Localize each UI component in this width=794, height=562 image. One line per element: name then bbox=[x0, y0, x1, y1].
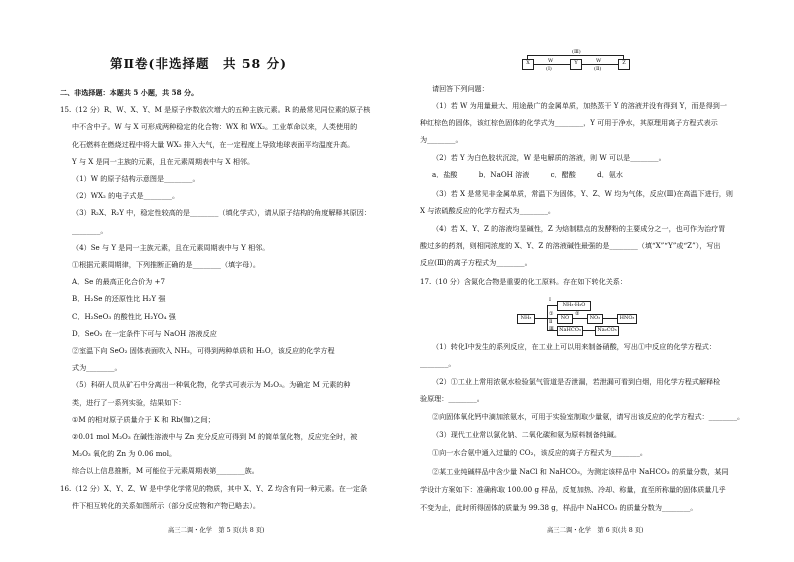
right-line: （2）①工业上常用浓氨水检验氯气管道是否泄漏，若泄漏可看到白烟，用化学方程式解释检 bbox=[432, 377, 721, 386]
right-line: 验原理：________。 bbox=[420, 394, 484, 403]
right-line: （4）若 X、Y、Z 的溶液均显碱性，Z 为焙制糕点的发酵粉的主要成分之一，也可作为治疗胃 bbox=[432, 224, 726, 233]
q17-label-s1: ① bbox=[549, 311, 554, 317]
right-line: 学设计方案如下：准确称取 100.00 g 样品，反复加热、冷却、称量，直至所称量的固体质量几乎 bbox=[420, 485, 726, 494]
left-line: （3）R₂X、R₂Y 中，稳定性较高的是________（填化学式），请从原子结构的角度解释其原因： bbox=[72, 208, 371, 218]
left-line: （5）科研人员从矿石中分离出一种氧化物，化学式可表示为 M₂O₃。为确定 M 元素的种 bbox=[72, 380, 351, 390]
left-line: 15.（12 分）R、W、X、Y、M 是原子序数依次增大的五种主族元素。R 的最常见同位素的原子核 bbox=[60, 105, 371, 115]
q17-arrow-no2-hno3 bbox=[602, 318, 617, 319]
q16-label-r3: (Ⅲ) bbox=[572, 49, 581, 55]
q17-arrow-top bbox=[547, 305, 557, 306]
left-footer: 高三二调・化学 第 5 页(共 8 页) bbox=[168, 527, 265, 534]
right-line: ________。 bbox=[420, 359, 456, 368]
right-line: （1）若 W 为用量最大、用途最广的金属单质，加热蒸干 Y 的溶液并没有得到 Y，而是得到一 bbox=[432, 101, 727, 110]
right-line: ②某工业纯碱样品中含少量 NaCl 和 NaHCO₃，为测定该样品中 NaHCO₃ 的质量分数，某同 bbox=[432, 467, 729, 476]
left-line: 件下相互转化的关系如图所示（部分反应物和产物已略去）。 bbox=[72, 500, 260, 510]
left-line: ________。 bbox=[72, 225, 108, 235]
q17-label-t1: Ⅰ bbox=[549, 297, 551, 303]
right-page bbox=[397, 0, 794, 562]
right-line: ②向固体氧化钙中滴加浓氨水，可用于实验室制取少量氨，请写出该反应的化学方程式：________。 bbox=[432, 412, 745, 421]
left-line: （4）Se 与 Y 是同一主族元素，且在元素周期表中与 Y 相邻。 bbox=[72, 242, 270, 252]
left-line: （2）WX₂ 的电子式是________。 bbox=[72, 191, 180, 201]
right-line: 请回答下列问题： bbox=[432, 84, 489, 93]
left-line: 类，进行了一系列实验，结果如下： bbox=[72, 397, 186, 407]
q17-arrow-main bbox=[534, 318, 557, 319]
q17-box-nh3: NH₃ bbox=[517, 314, 535, 324]
q17-arrow-branch bbox=[547, 305, 548, 330]
right-line: X 与浓硫酸反应的化学方程式为________。 bbox=[420, 206, 555, 215]
q16-label-w2: W bbox=[596, 58, 602, 64]
left-line: 中不含中子。W 与 X 可形成两种稳定的化合物：WX 和 WX₂。工业革命以来，人类使用的 bbox=[72, 122, 358, 132]
q17-label-s2: ② bbox=[575, 311, 580, 317]
q16-box-y: Y bbox=[570, 59, 582, 70]
q16-label-r2: (Ⅱ) bbox=[594, 66, 602, 72]
right-line: （3）若 X 是常见非金属单质，常温下为固体，Y、Z、W 均为气体，反应(Ⅲ)在高温下进行，则 bbox=[432, 189, 733, 198]
left-line: ①根据元素周期律，下列推断正确的是________（填字母）。 bbox=[72, 260, 260, 269]
right-line: （3）现代工业常以氯化钠、二氧化碳和氨为原料制备纯碱。 bbox=[432, 430, 621, 439]
section-title: 第Ⅱ卷(非选择题 共 58 分) bbox=[110, 56, 287, 71]
left-line: 式为________。 bbox=[72, 363, 122, 373]
right-line: 反应(Ⅲ)的离子方程式为________。 bbox=[420, 258, 532, 267]
q17-label-t3: Ⅲ bbox=[549, 326, 554, 332]
q16-arrow-xz-right bbox=[623, 55, 624, 59]
q17-box-na2co3: Na₂CO₃ bbox=[595, 326, 619, 336]
q16-diagram bbox=[522, 49, 632, 76]
q16-arrow-xy bbox=[533, 64, 570, 65]
left-line: B．H₂Se 的还原性比 H₂Y 强 bbox=[72, 294, 166, 304]
left-line: A．Se 的最高正化合价为 +7 bbox=[72, 277, 165, 287]
q17-box-hno3: HNO₃ bbox=[617, 314, 637, 324]
right-line: 种红棕色的固体，该红棕色固体的化学式为________，Y 可用于净水，其原理用离子方程式表示 bbox=[420, 118, 718, 127]
q16-box-z: Z bbox=[618, 59, 630, 70]
right-line: 酸过多的药剂，则相同浓度的 X、Y、Z 的溶液碱性最强的是________（填“X”“Y”或“Z”），写出 bbox=[420, 241, 721, 250]
left-line: 综合以上信息推断，M 可能位于元素周期表第________族。 bbox=[72, 466, 259, 476]
left-line: ②室温下向 SeO₂ 固体表面吹入 NH₃，可得到两种单质和 H₂O，该反应的化学方程 bbox=[72, 346, 335, 355]
q17-arrow-no-no2 bbox=[572, 318, 587, 319]
right-line: 为________。 bbox=[420, 135, 463, 144]
right-line: （1）转化Ⅰ中发生的系列反应，在工业上可以用来制备硝酸，写出①中反应的化学方程式： bbox=[432, 342, 716, 351]
right-line: （2）若 Y 为白色胶状沉淀，W 是电解质的溶液，则 W 可以是________。 bbox=[432, 153, 666, 162]
left-line: Y 与 X 是同一主族的元素，且在元素周期表中与 X 相邻。 bbox=[72, 156, 255, 166]
q17-label-t2: Ⅱ bbox=[549, 319, 553, 325]
left-line: D．SeO₂ 在一定条件下可与 NaOH 溶液反应 bbox=[72, 328, 217, 338]
left-line: M₂O₃ 氧化的 Zn 为 0.06 mol。 bbox=[72, 449, 177, 459]
q17-box-no: NO bbox=[557, 314, 573, 324]
right-line: 不变为止，此时所得固体的质量为 99.38 g，样品中 NaHCO₃ 的质量分数为________。 bbox=[420, 503, 698, 512]
right-line: ①向一水合氨中通入过量的 CO₂，该反应的离子方程式为________。 bbox=[432, 448, 647, 457]
left-line: C．H₂SeO₃ 的酸性比 H₂YO₄ 强 bbox=[72, 311, 176, 321]
q16-arrow-yz bbox=[581, 64, 618, 65]
left-line: （1）W 的原子结构示意图是________。 bbox=[72, 174, 200, 183]
q16-box-x: X bbox=[522, 59, 534, 70]
q17-arrow-nahco3-na2co3 bbox=[582, 330, 595, 331]
q17-box-nh3h2o: NH₃·H₂O bbox=[557, 301, 591, 311]
q17-box-nahco3: NaHCO₃ bbox=[557, 326, 583, 336]
left-line: ①M 的相对原子质量介于 K 和 Rb(铷)之间； bbox=[72, 414, 215, 424]
q17-box-no2: NO₂ bbox=[587, 314, 603, 324]
left-line: 化石燃料在燃烧过程中将大量 WX₂ 排入大气，在一定程度上导致地球表面平均温度升高。 bbox=[72, 139, 355, 149]
right-footer: 高三二调・化学 第 6 页(共 8 页) bbox=[547, 527, 644, 534]
q17-diagram bbox=[517, 297, 717, 335]
left-line: 二、非选择题：本题共 5 小题，共 58 分。 bbox=[60, 88, 199, 97]
q16-label-w1: W bbox=[548, 58, 554, 64]
q16-label-r1: (Ⅰ) bbox=[546, 66, 552, 72]
left-line: 16.（12 分）X、Y、Z、W 是中学化学常见的物质，其中 X、Y、Z 均含有同一种元素。在一定条 bbox=[60, 483, 368, 493]
left-line: ②0.01 mol M₂O₃ 在碱性溶液中与 Zn 充分反应可得到 M 的简单氢化物，反应完全时，被 bbox=[72, 432, 358, 441]
q16-arrow-xz-left bbox=[527, 55, 528, 59]
right-line: 17.（10 分）含氮化合物是重要的化工原料。存在如下转化关系： bbox=[420, 277, 627, 286]
q16-arrow-xz-top bbox=[527, 55, 623, 56]
right-line: a．盐酸 b．NaOH 溶液 c．醋酸 d．氨水 bbox=[432, 170, 623, 179]
